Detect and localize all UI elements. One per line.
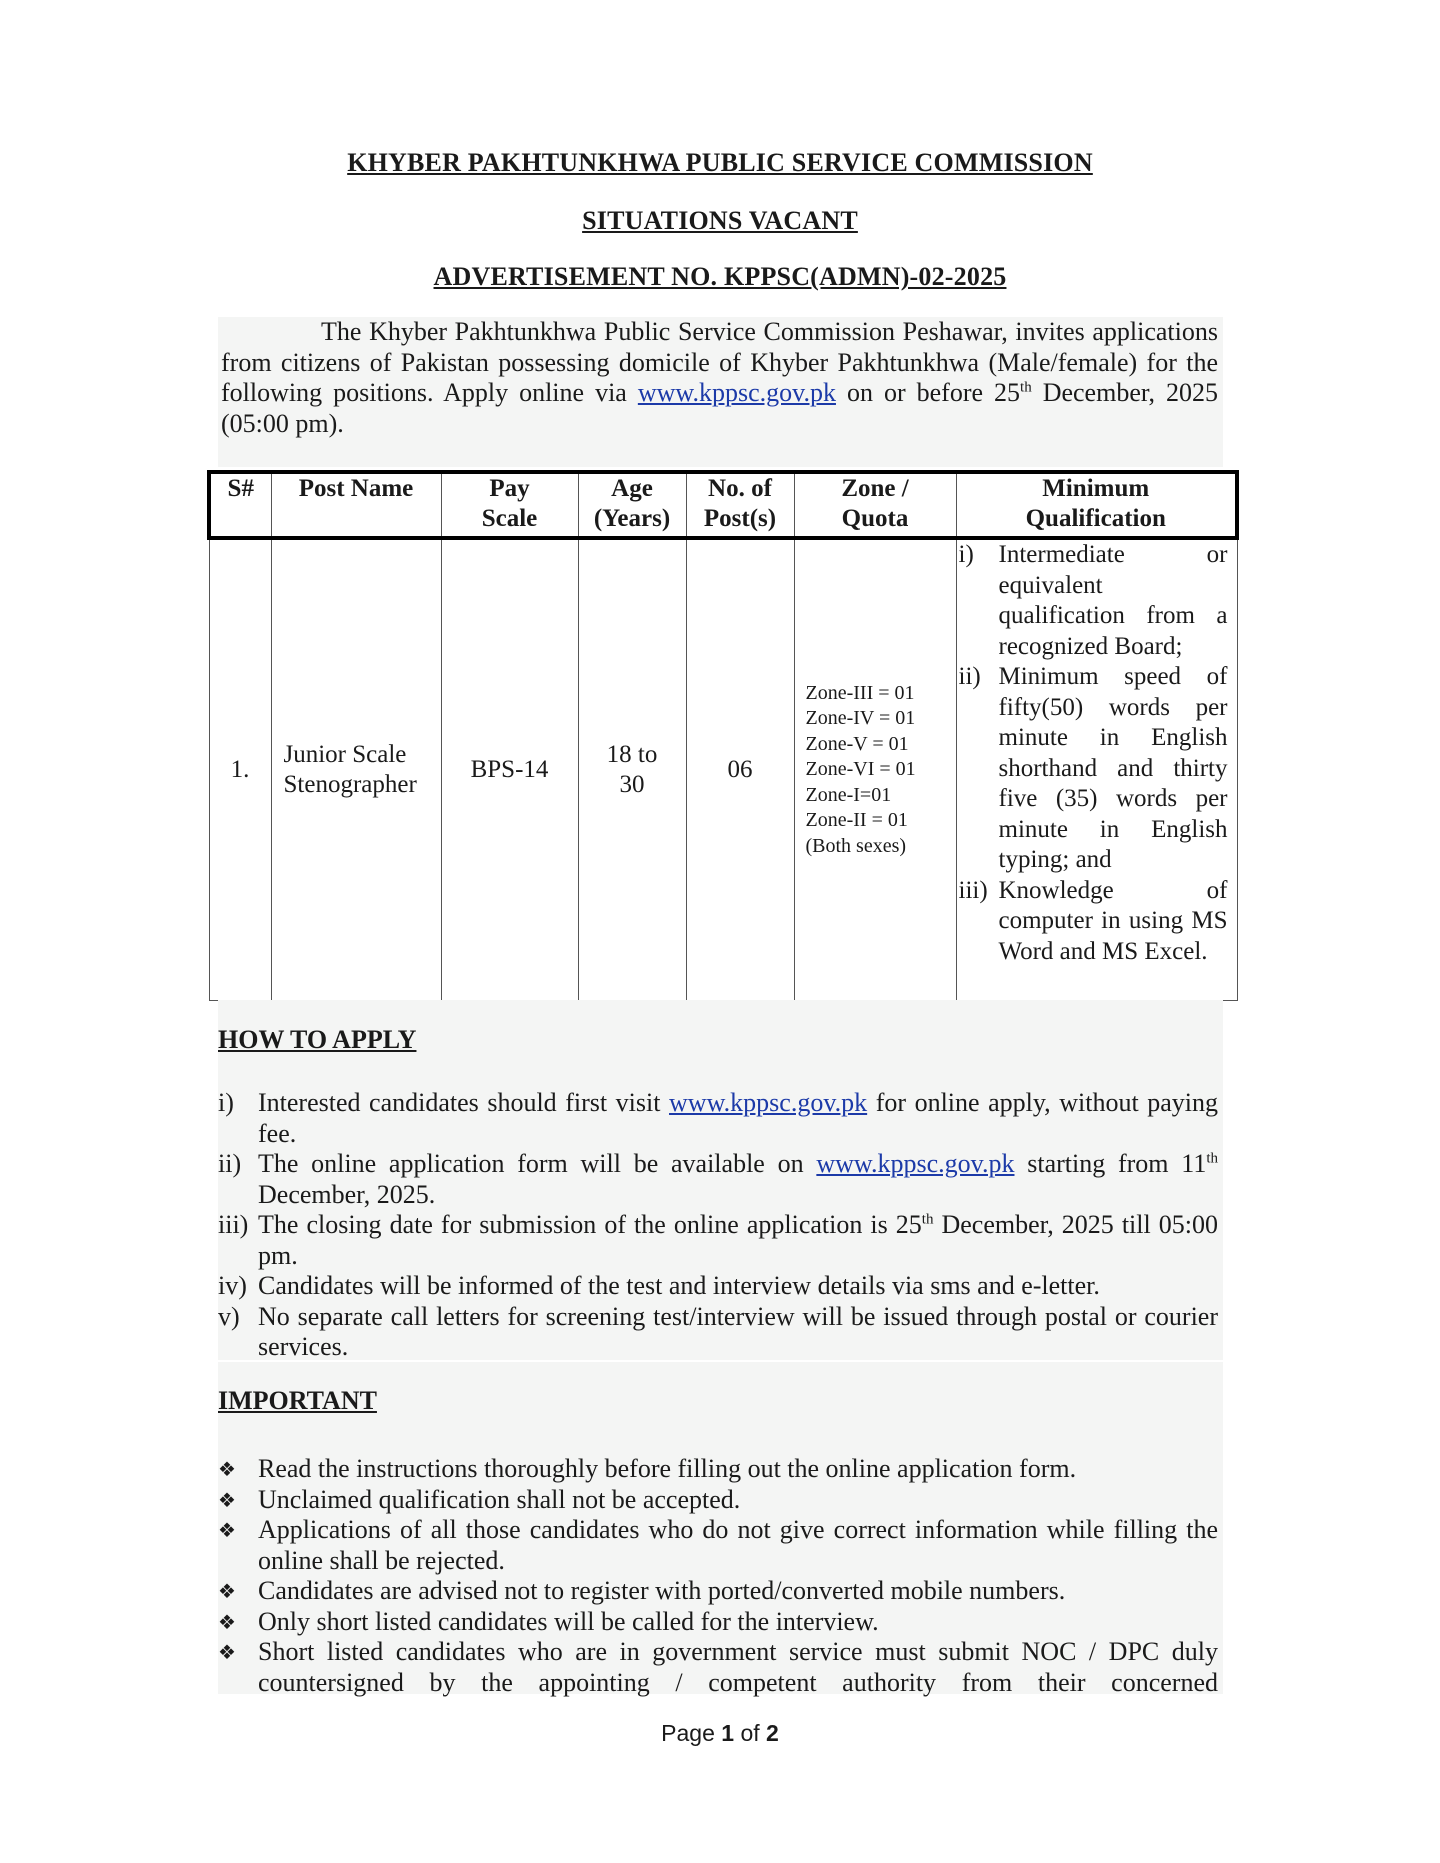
page-number: Page 1 of 2 (661, 1720, 779, 1746)
list-item: iv) Candidates will be informed of the test and interview details via sms and e-letter. (218, 1271, 1100, 1300)
vacancy-table (207, 470, 1239, 1001)
table-row (209, 538, 1237, 1000)
org-heading: KHYBER PAKHTUNKHWA PUBLIC SERVICE COMMISSION (347, 148, 1093, 177)
list-item: i) Interested candidates should first visit www.kppsc.gov.pk for online apply, without paying fee. (218, 1088, 1218, 1148)
zone-line: Zone-VI = 01 (805, 758, 916, 780)
zone-line: Zone-III = 01 (805, 681, 915, 704)
header-sno: S# (209, 472, 271, 538)
list-item: ❖ Applications of all those candidates who do not give correct information while filling the online shall be rejected. (218, 1515, 1218, 1575)
list-item: iii) The closing date for submission of the online application is 25th December, 2025 till 05:00 pm. (218, 1210, 1218, 1270)
diamond-bullet-icon: ❖ (218, 1609, 236, 1634)
cell-pay-scale: BPS-14 (441, 538, 578, 1000)
list-item: ❖ Only short listed candidates will be called for the interview. (218, 1606, 879, 1636)
important-heading: IMPORTANT (218, 1386, 377, 1415)
cell-sno: 1. (209, 538, 271, 1000)
qualification-item: iii) Knowledge of computer in using MS Word and MS Excel. (958, 876, 1228, 965)
header-age: Age (Years) (578, 472, 686, 538)
list-item: ii) The online application form will be available on www.kppsc.gov.pk starting from 11th December, 2025. (218, 1149, 1218, 1209)
header-post-name: Post Name (271, 472, 441, 538)
header-minimum-qualification: Minimum Qualification (956, 472, 1237, 538)
cell-zone-quota (794, 538, 956, 1000)
cell-no-of-posts: 06 (686, 538, 794, 1000)
intro-paragraph: The Khyber Pakhtunkhwa Public Service Commission Peshawar, invites applications from citizens of Pakistan possessing domicile of Khyber Pakhtunkhwa (Male/female) for the following positions. Apply online via www.kppsc.gov.pk on or before 25th December, 2025 (05:00 pm). (218, 317, 1223, 467)
qualification-item: ii) Minimum speed of fifty(50) words per minute in English shorthand and thirty five (35) words per minute in English typing; and (958, 663, 1228, 873)
diamond-bullet-icon: ❖ (218, 1640, 236, 1664)
situations-vacant-heading: SITUATIONS VACANT (582, 206, 858, 235)
list-item: ❖ Read the instructions thoroughly before filling out the online application form. (218, 1454, 1077, 1483)
diamond-bullet-icon: ❖ (218, 1518, 236, 1542)
cell-post-name: Junior Scale Stenographer (271, 538, 441, 1000)
diamond-bullet-icon: ❖ (218, 1457, 236, 1481)
cell-minimum-qualification (956, 538, 1237, 1000)
zone-line: (Both sexes) (805, 834, 907, 857)
list-item: ❖ Candidates are advised not to register with ported/converted mobile numbers. (218, 1576, 1066, 1605)
kppsc-website-link[interactable]: www.kppsc.gov.pk (637, 378, 836, 407)
kppsc-website-link[interactable]: www.kppsc.gov.pk (816, 1149, 1015, 1178)
kppsc-website-link[interactable]: www.kppsc.gov.pk (669, 1088, 868, 1117)
header-zone-quota: Zone / Quota (794, 472, 956, 538)
header-pay-scale: Pay Scale (441, 472, 578, 538)
how-to-apply-heading: HOW TO APPLY (218, 1025, 417, 1054)
list-item: ❖ Short listed candidates who are in government service must submit NOC / DPC duly countersigned by the appointing / competent authority from their concerned (218, 1637, 1218, 1697)
qualification-item: i) Intermediate or equivalent qualification from a recognized Board; (958, 541, 1228, 660)
list-item: ❖ Unclaimed qualification shall not be accepted. (218, 1484, 741, 1514)
cell-age: 18 to 30 (578, 538, 686, 1000)
zone-line: Zone-V = 01 (805, 732, 909, 755)
advertisement-number-heading: ADVERTISEMENT NO. KPPSC(ADMN)-02-2025 (433, 262, 1007, 291)
diamond-bullet-icon: ❖ (218, 1487, 236, 1512)
diamond-bullet-icon: ❖ (218, 1579, 236, 1603)
list-item: v) No separate call letters for screening test/interview will be issued through postal or courier services. (218, 1301, 1218, 1361)
zone-line: Zone-IV = 01 (805, 707, 916, 729)
table-header-row (209, 472, 1237, 538)
zone-line: Zone-II = 01 (805, 809, 908, 831)
zone-line: Zone-I=01 (805, 783, 892, 806)
header-no-of-posts: No. of Post(s) (686, 472, 794, 538)
